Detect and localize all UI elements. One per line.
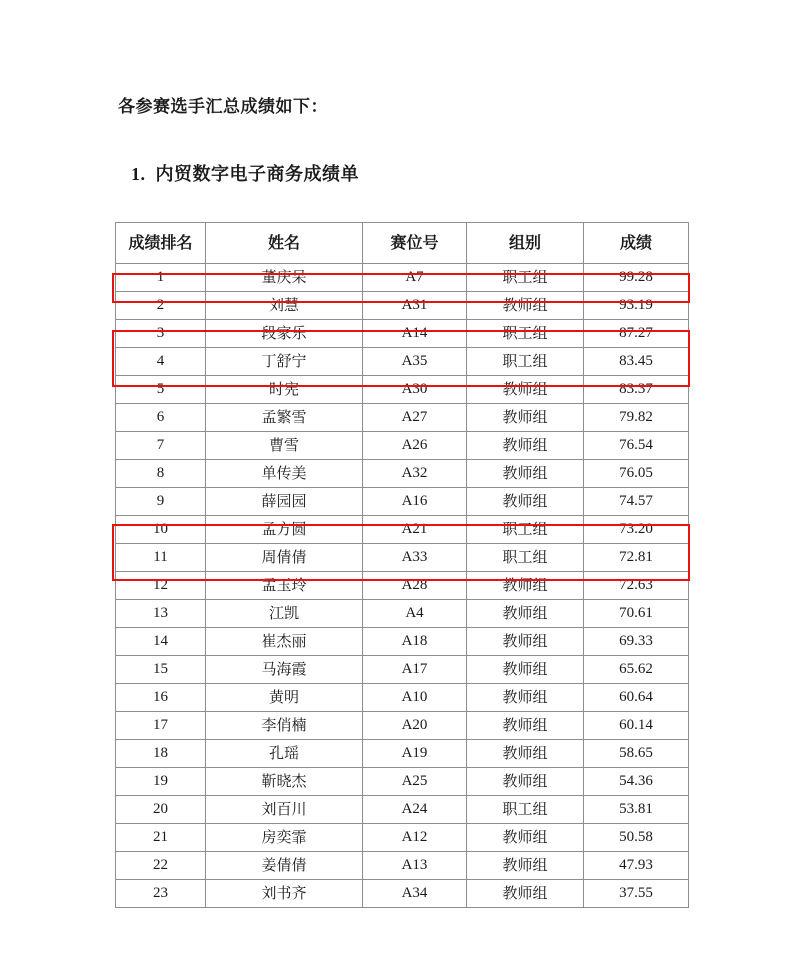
- cell-score: 74.57: [584, 488, 689, 516]
- cell-seat: A14: [363, 320, 467, 348]
- cell-score: 70.61: [584, 600, 689, 628]
- table-row: [116, 600, 689, 628]
- cell-name: 江凯: [206, 600, 363, 628]
- table-row: [116, 712, 689, 740]
- cell-seat: A17: [363, 656, 467, 684]
- cell-score: 58.65: [584, 740, 689, 768]
- cell-rank: 13: [116, 600, 206, 628]
- intro-line: 各参赛选手汇总成绩如下：: [118, 97, 328, 117]
- cell-group: 职工组: [467, 348, 584, 376]
- cell-group: 教师组: [467, 404, 584, 432]
- table-row: [116, 376, 689, 404]
- cell-rank: 22: [116, 852, 206, 880]
- cell-rank: 11: [116, 544, 206, 572]
- cell-group: 教师组: [467, 572, 584, 600]
- cell-rank: 17: [116, 712, 206, 740]
- cell-seat: A13: [363, 852, 467, 880]
- cell-seat: A31: [363, 292, 467, 320]
- cell-score: 99.28: [584, 264, 689, 292]
- table-row: [116, 852, 689, 880]
- table-row: [116, 628, 689, 656]
- cell-score: 47.93: [584, 852, 689, 880]
- cell-score: 50.58: [584, 824, 689, 852]
- column-header-rank: 成绩排名: [116, 223, 206, 264]
- cell-name: 李俏楠: [206, 712, 363, 740]
- table-row: [116, 824, 689, 852]
- cell-score: 83.37: [584, 376, 689, 404]
- cell-name: 刘慧: [206, 292, 363, 320]
- cell-rank: 4: [116, 348, 206, 376]
- column-header-seat: 赛位号: [363, 223, 467, 264]
- table-row: [116, 488, 689, 516]
- cell-group: 教师组: [467, 376, 584, 404]
- cell-rank: 8: [116, 460, 206, 488]
- cell-rank: 15: [116, 656, 206, 684]
- cell-score: 73.20: [584, 516, 689, 544]
- table-row: [116, 460, 689, 488]
- cell-name: 刘书齐: [206, 880, 363, 908]
- table-row: [116, 516, 689, 544]
- cell-seat: A33: [363, 544, 467, 572]
- cell-score: 87.27: [584, 320, 689, 348]
- table-row: [116, 740, 689, 768]
- cell-name: 房奕霏: [206, 824, 363, 852]
- cell-score: 54.36: [584, 768, 689, 796]
- table-row: [116, 404, 689, 432]
- cell-name: 孔瑶: [206, 740, 363, 768]
- cell-seat: A7: [363, 264, 467, 292]
- cell-rank: 23: [116, 880, 206, 908]
- cell-rank: 5: [116, 376, 206, 404]
- cell-rank: 3: [116, 320, 206, 348]
- table-row: [116, 796, 689, 824]
- cell-name: 孟玉玲: [206, 572, 363, 600]
- cell-group: 职工组: [467, 516, 584, 544]
- cell-score: 83.45: [584, 348, 689, 376]
- cell-name: 时宪: [206, 376, 363, 404]
- cell-score: 53.81: [584, 796, 689, 824]
- table-body: [116, 264, 689, 908]
- cell-group: 职工组: [467, 320, 584, 348]
- table-row: [116, 656, 689, 684]
- cell-group: 教师组: [467, 628, 584, 656]
- cell-score: 69.33: [584, 628, 689, 656]
- cell-group: 教师组: [467, 712, 584, 740]
- cell-seat: A28: [363, 572, 467, 600]
- table-row: [116, 348, 689, 376]
- cell-score: 65.62: [584, 656, 689, 684]
- cell-seat: A30: [363, 376, 467, 404]
- cell-rank: 20: [116, 796, 206, 824]
- cell-seat: A27: [363, 404, 467, 432]
- cell-score: 60.64: [584, 684, 689, 712]
- table-row: [116, 880, 689, 908]
- cell-rank: 9: [116, 488, 206, 516]
- cell-group: 教师组: [467, 432, 584, 460]
- cell-name: 靳晓杰: [206, 768, 363, 796]
- section-title: 内贸数字电子商务成绩单: [155, 164, 359, 185]
- cell-seat: A32: [363, 460, 467, 488]
- cell-name: 段家乐: [206, 320, 363, 348]
- cell-score: 76.54: [584, 432, 689, 460]
- cell-seat: A10: [363, 684, 467, 712]
- column-header-score: 成绩: [584, 223, 689, 264]
- cell-group: 职工组: [467, 796, 584, 824]
- cell-group: 教师组: [467, 488, 584, 516]
- column-header-group: 组别: [467, 223, 584, 264]
- cell-seat: A12: [363, 824, 467, 852]
- table-row: [116, 432, 689, 460]
- cell-rank: 19: [116, 768, 206, 796]
- cell-seat: A24: [363, 796, 467, 824]
- table-row: [116, 572, 689, 600]
- cell-seat: A16: [363, 488, 467, 516]
- cell-group: 教师组: [467, 460, 584, 488]
- cell-seat: A18: [363, 628, 467, 656]
- cell-seat: A19: [363, 740, 467, 768]
- cell-seat: A4: [363, 600, 467, 628]
- cell-name: 丁舒宁: [206, 348, 363, 376]
- cell-score: 72.81: [584, 544, 689, 572]
- cell-name: 周倩倩: [206, 544, 363, 572]
- table-row: [116, 264, 689, 292]
- cell-score: 72.63: [584, 572, 689, 600]
- cell-score: 37.55: [584, 880, 689, 908]
- cell-group: 教师组: [467, 740, 584, 768]
- column-header-name: 姓名: [206, 223, 363, 264]
- cell-name: 孟方圆: [206, 516, 363, 544]
- cell-rank: 16: [116, 684, 206, 712]
- cell-seat: A35: [363, 348, 467, 376]
- cell-seat: A20: [363, 712, 467, 740]
- cell-rank: 21: [116, 824, 206, 852]
- cell-group: 教师组: [467, 824, 584, 852]
- cell-score: 76.05: [584, 460, 689, 488]
- cell-score: 93.19: [584, 292, 689, 320]
- table-row: [116, 292, 689, 320]
- cell-score: 60.14: [584, 712, 689, 740]
- cell-group: 职工组: [467, 544, 584, 572]
- cell-rank: 7: [116, 432, 206, 460]
- section-heading: [131, 160, 359, 186]
- cell-group: 教师组: [467, 292, 584, 320]
- cell-name: 单传美: [206, 460, 363, 488]
- cell-group: 教师组: [467, 600, 584, 628]
- cell-rank: 18: [116, 740, 206, 768]
- cell-seat: A21: [363, 516, 467, 544]
- cell-rank: 10: [116, 516, 206, 544]
- cell-name: 曹雪: [206, 432, 363, 460]
- cell-group: 教师组: [467, 684, 584, 712]
- cell-group: 教师组: [467, 768, 584, 796]
- table-header-row: [116, 223, 689, 264]
- score-table: [115, 222, 689, 908]
- cell-name: 薛园园: [206, 488, 363, 516]
- table-row: [116, 684, 689, 712]
- cell-rank: 6: [116, 404, 206, 432]
- cell-group: 教师组: [467, 852, 584, 880]
- cell-seat: A25: [363, 768, 467, 796]
- cell-name: 马海霞: [206, 656, 363, 684]
- cell-name: 刘百川: [206, 796, 363, 824]
- section-number: 1.: [131, 164, 146, 184]
- cell-group: 教师组: [467, 656, 584, 684]
- cell-group: 职工组: [467, 264, 584, 292]
- cell-rank: 12: [116, 572, 206, 600]
- cell-name: 董庆呆: [206, 264, 363, 292]
- cell-rank: 1: [116, 264, 206, 292]
- table-row: [116, 544, 689, 572]
- cell-name: 黄明: [206, 684, 363, 712]
- table-row: [116, 320, 689, 348]
- cell-name: 崔杰丽: [206, 628, 363, 656]
- cell-rank: 2: [116, 292, 206, 320]
- cell-seat: A34: [363, 880, 467, 908]
- cell-score: 79.82: [584, 404, 689, 432]
- cell-name: 孟繁雪: [206, 404, 363, 432]
- cell-seat: A26: [363, 432, 467, 460]
- table-row: [116, 768, 689, 796]
- cell-name: 姜倩倩: [206, 852, 363, 880]
- cell-group: 教师组: [467, 880, 584, 908]
- cell-rank: 14: [116, 628, 206, 656]
